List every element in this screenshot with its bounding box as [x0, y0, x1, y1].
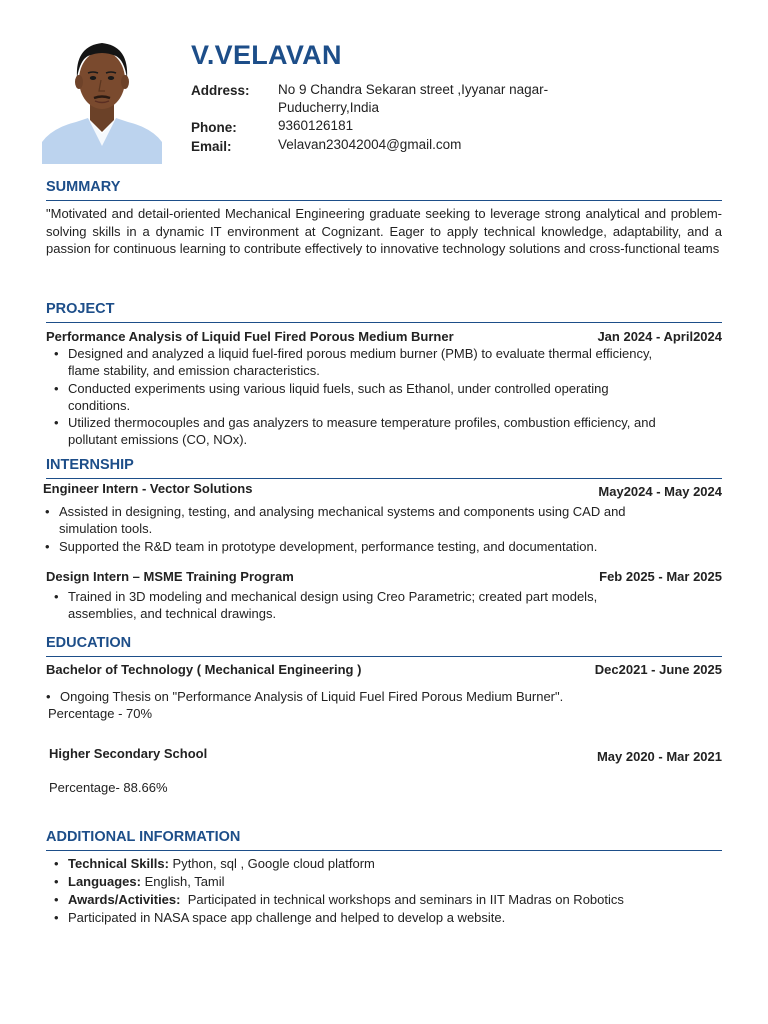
candidate-name: V.VELAVAN	[191, 40, 342, 70]
additional-heading: ADDITIONAL INFORMATION	[46, 829, 241, 845]
list-item: • Ongoing Thesis on "Performance Analysis of Liquid Fuel Fired Porous Medium Burner".	[44, 688, 684, 705]
list-item	[52, 909, 712, 927]
education-1-percentage: Percentage - 70%	[48, 706, 153, 721]
education-2-date: May 2020 - Mar 2021	[596, 749, 722, 764]
education-2-percentage: Percentage- 88.66%	[49, 780, 168, 795]
address-line-1: No 9 Chandra Sekaran street ,Iyyanar nagar-	[278, 82, 549, 97]
education-1-date: Dec2021 - June 2025	[594, 662, 722, 677]
list-item: • Conducted experiments using various liquid fuels, such as Ethanol, under controlled operating conditions.	[52, 380, 662, 415]
activity-value: Participated in NASA space app challenge and helped to develop a website.	[68, 910, 506, 925]
languages-value: English, Tamil	[140, 874, 225, 889]
additional-bullets	[52, 855, 712, 927]
awards-value: Participated in technical workshops and seminars in IIT Madras on Robotics	[180, 892, 624, 907]
education-1-bullets	[44, 688, 684, 705]
project-date: Jan 2024 - April2024	[597, 329, 722, 344]
internship-heading: INTERNSHIP	[46, 457, 134, 473]
internship-1-title: Engineer Intern - Vector Solutions	[43, 481, 253, 496]
list-item: • Trained in 3D modeling and mechanical design using Creo Parametric; created part models, assemblies, and technical drawings.	[52, 588, 662, 623]
project-heading: PROJECT	[46, 301, 115, 317]
summary-text: "Motivated and detail-oriented Mechanical Engineering graduate seeking to leverage strong analytical and problem-solving skills in a dynamic IT environment at Cognizant. Eager to apply technical knowledge, adaptability, and a passion for continuous learning to contribute effectively to innovative technology solutions and cross-functional teams	[46, 206, 722, 256]
address-line-2: Puducherry,India	[278, 100, 380, 115]
person-avatar-icon	[42, 34, 162, 164]
education-1-title: Bachelor of Technology ( Mechanical Engineering )	[46, 662, 362, 677]
address-value	[278, 81, 608, 117]
project-bullets	[52, 345, 662, 449]
list-item: • Utilized thermocouples and gas analyzers to measure temperature profiles, combustion efficiency, and pollutant emissions (CO, NOx).	[52, 414, 662, 449]
list-item: • Supported the R&D team in prototype development, performance testing, and documentation.	[43, 538, 643, 555]
internship-1-bullets	[43, 503, 643, 555]
list-item	[52, 891, 712, 909]
address-label: Address:	[191, 83, 250, 98]
email-value: Velavan23042004@gmail.com	[278, 137, 462, 152]
technical-skills-value: Python, sql , Google cloud platform	[168, 856, 375, 871]
internship-1-date: May2024 - May 2024	[598, 484, 722, 499]
technical-skills-label: Technical Skills:	[68, 856, 169, 871]
list-item	[52, 855, 712, 873]
education-divider	[46, 656, 722, 657]
project-divider	[46, 322, 722, 323]
languages-label: Languages:	[68, 874, 141, 889]
summary-heading: SUMMARY	[46, 179, 121, 195]
internship-2-bullets	[52, 588, 662, 623]
phone-value: 9360126181	[278, 118, 354, 133]
project-title: Performance Analysis of Liquid Fuel Fired Porous Medium Burner	[46, 329, 454, 344]
list-item: • Designed and analyzed a liquid fuel-fired porous medium burner (PMB) to evaluate thermal efficiency, flame stability, and emission characteristics.	[52, 345, 662, 380]
education-heading: EDUCATION	[46, 635, 132, 651]
education-2-title: Higher Secondary School	[49, 746, 208, 761]
phone-label: Phone:	[191, 120, 237, 135]
profile-photo	[42, 34, 162, 164]
email-label: Email:	[191, 139, 232, 154]
list-item	[52, 873, 712, 891]
list-item: • Assisted in designing, testing, and analysing mechanical systems and components using CAD and simulation tools.	[43, 503, 643, 538]
awards-label: Awards/Activities:	[68, 892, 181, 907]
internship-divider	[46, 478, 722, 479]
summary-divider	[46, 200, 722, 201]
internship-2-title: Design Intern – MSME Training Program	[46, 569, 294, 584]
additional-divider	[46, 850, 722, 851]
internship-2-date: Feb 2025 - Mar 2025	[599, 569, 722, 584]
